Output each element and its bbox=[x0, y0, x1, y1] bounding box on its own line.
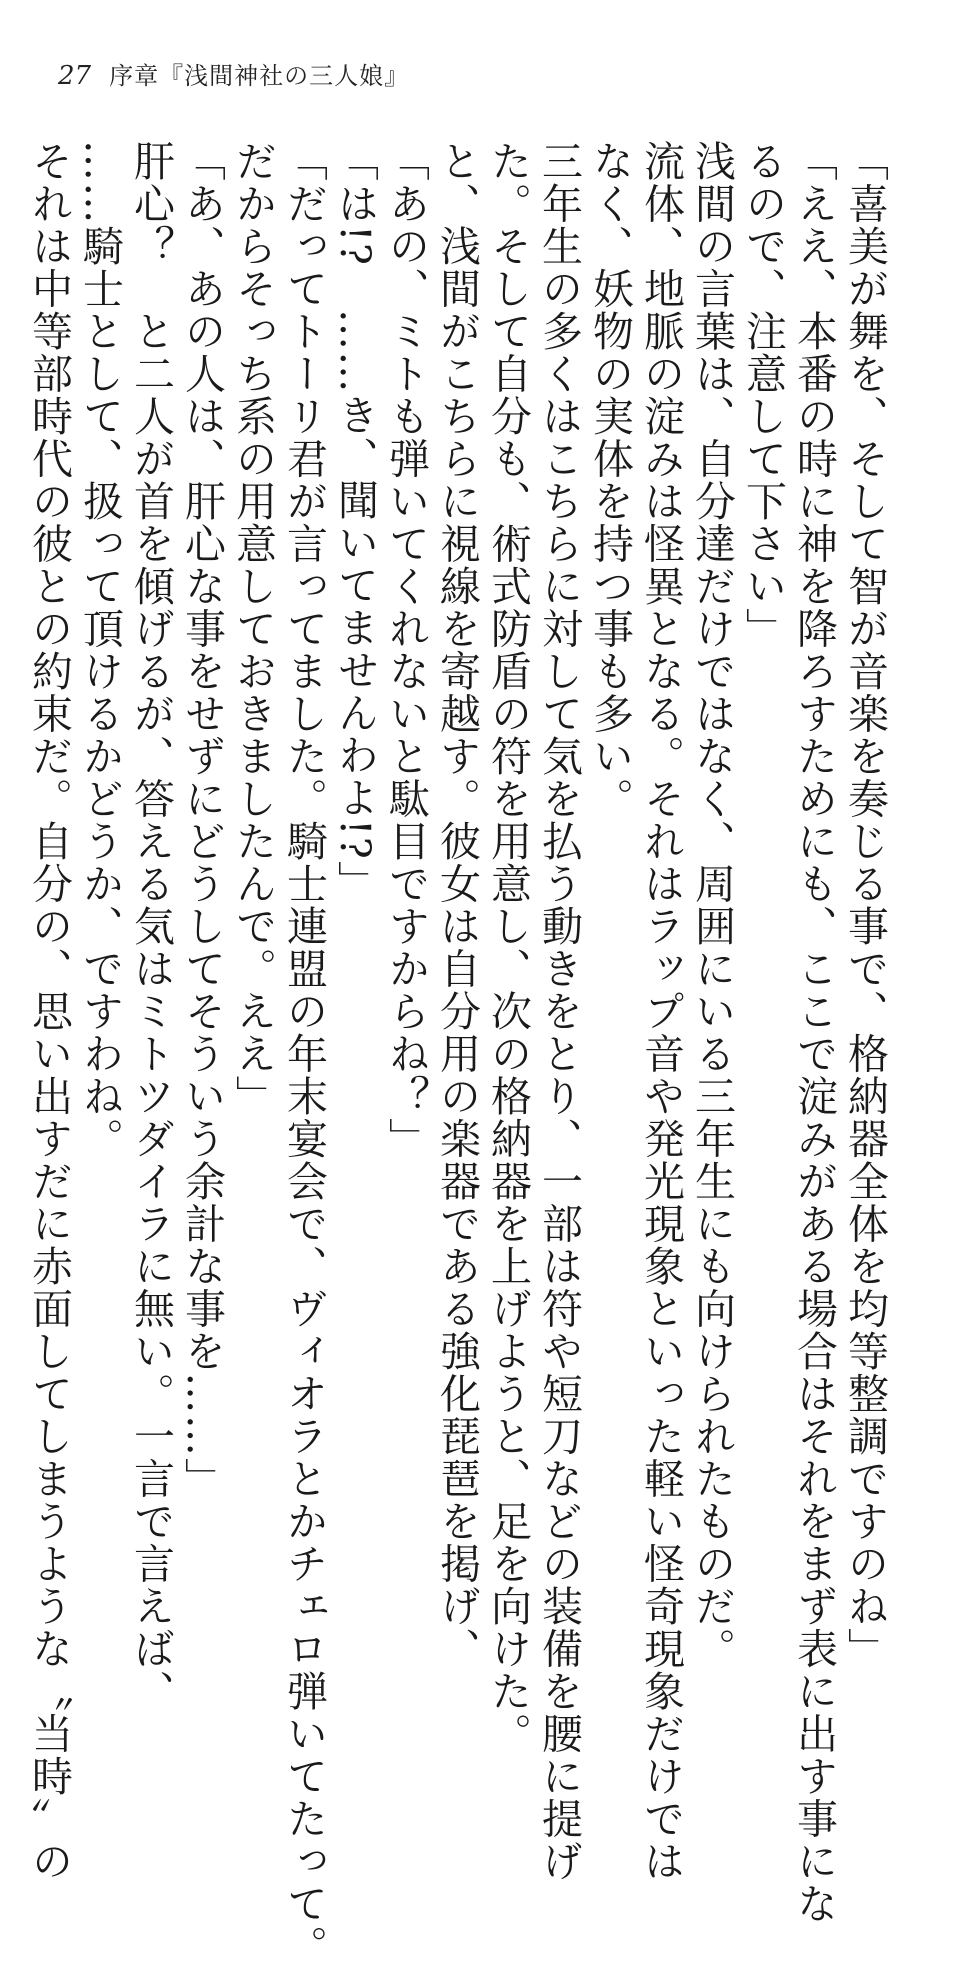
text-line: 「ええ、本番の時に神を降ろすためにも、ここで淀みがある場合はそれをまず表に出す事にな bbox=[790, 140, 838, 1925]
text-line: 「は!? ……き、聞いてませんわよ!?」 bbox=[331, 140, 379, 903]
text-line: 三年生の多くはこちらに対して気を払う動きをとり、一部は符や短刀などの装備を腰に提げ bbox=[535, 140, 583, 1883]
text-line: た。そして自分も、術式防盾の符を用意し、次の格納器を上げようと、足を向けた。 bbox=[484, 140, 532, 1755]
text-line: 流体、地脈の淀みは怪異となる。それはラップ音や発光現象といった軽い怪奇現象だけでは bbox=[637, 140, 685, 1883]
text-line: ……騎士として、扱って頂けるかどうか、ですわね。 bbox=[76, 140, 124, 1160]
text-line: なく、妖物の実体を持つ事も多い。 bbox=[586, 140, 634, 820]
text-line: 「喜美が舞を、そして智が音楽を奏じる事で、格納器全体を均等整調ですのね」 bbox=[841, 140, 889, 1670]
chapter-title: 序章『浅間神社の三人娘』 bbox=[109, 62, 410, 90]
page-number: 27 bbox=[58, 61, 92, 91]
text-line: と、浅間がこちらに視線を寄越す。彼女は自分用の楽器である強化琵琶を掲げ、 bbox=[433, 140, 481, 1670]
text-line: だからそっち系の用意しておきましたんで。ええ」 bbox=[229, 140, 277, 1118]
text-line: それは中等部時代の彼との約束だ。自分の、思い出すだに赤面してしまうような〝当時〟の bbox=[25, 140, 73, 1883]
text-line: 「あの、ミトも弾いてくれないと駄目ですからね？」 bbox=[382, 140, 430, 1160]
vertical-body-text bbox=[25, 140, 890, 1968]
text-line: るので、注意して下さい」 bbox=[739, 140, 787, 650]
text-line: 浅間の言葉は、自分達だけではなく、周囲にいる三年生にも向けられたものだ。 bbox=[688, 140, 736, 1670]
text-line: 「だってトーリ君が言ってました。騎士連盟の年末宴会で、ヴィオラとかチェロ弾いてたって。 bbox=[280, 140, 328, 1968]
text-line: 肝心？ と二人が首を傾げるが、答える気はミトツダイラに無い。一言で言えば、 bbox=[127, 140, 175, 1713]
text-line: 「あ、あの人は、肝心な事をせずにどうしてそういう余計な事を……」 bbox=[178, 140, 226, 1500]
page-header bbox=[58, 56, 409, 96]
